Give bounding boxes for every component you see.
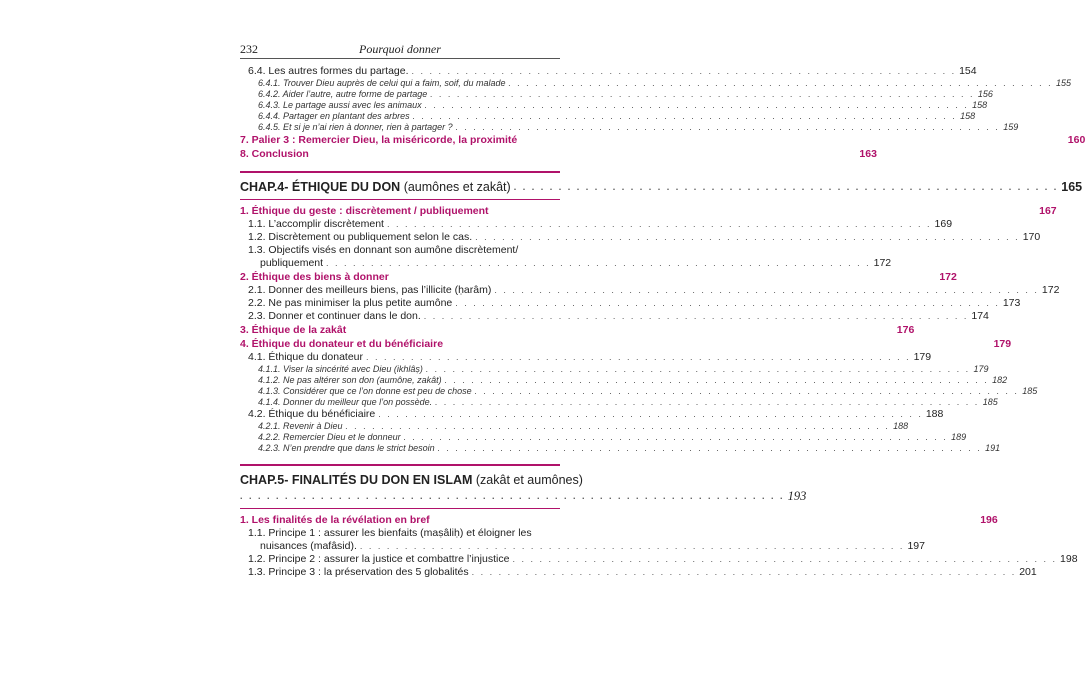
toc-entry[interactable] xyxy=(240,78,1072,89)
dot-leader xyxy=(494,284,1039,297)
toc-entry-page: 198 xyxy=(1060,553,1078,565)
toc-entry-label: 4.2. Éthique du bénéficiaire xyxy=(248,408,376,420)
toc-entry[interactable] xyxy=(240,310,989,323)
toc-entry[interactable] xyxy=(240,364,989,375)
toc-entry-page: 167 xyxy=(1039,205,1057,217)
toc-entry[interactable] xyxy=(240,218,953,231)
toc-entry-label-cont: publiquement xyxy=(260,257,324,269)
toc-section-heading[interactable] xyxy=(240,204,1057,218)
chapter-4-subtitle: (aumônes et zakât) xyxy=(400,180,511,194)
toc-entry-page: 155 xyxy=(1056,78,1072,88)
dot-leader xyxy=(413,111,958,122)
toc-entry-label: 2.2. Ne pas minimiser la plus petite aumône xyxy=(248,297,453,309)
toc-entry-label: 1.1. Principe 1 : assurer les bienfaits (maṣâliḥ) et éloigner les xyxy=(248,527,532,539)
toc-entry-label: 1.1. L’accomplir discrètement xyxy=(248,218,384,230)
toc-entry[interactable] xyxy=(240,432,967,443)
toc-entry-label: 4.2.2. Remercier Dieu et le donneur xyxy=(258,432,401,442)
dot-leader xyxy=(508,78,1053,89)
toc-entry-label: 4.2.1. Revenir à Dieu xyxy=(258,421,343,431)
dot-leader xyxy=(435,397,980,408)
toc-entry[interactable] xyxy=(240,553,1078,566)
toc-entry[interactable] xyxy=(240,443,1001,454)
toc-entry-page: 179 xyxy=(973,364,989,374)
toc-entry-page: 174 xyxy=(971,310,989,322)
chapter-5-page: 193 xyxy=(787,489,807,503)
toc-entry-label: 1. Éthique du geste : discrètement / publiquement xyxy=(240,205,489,217)
toc-entry-label: 8. Conclusion xyxy=(240,148,309,160)
page-number: 232 xyxy=(240,42,258,56)
toc-entry-page: 158 xyxy=(960,111,976,121)
dot-leader xyxy=(424,310,969,323)
toc-entry-page: 172 xyxy=(939,271,957,283)
toc-entry-page: 163 xyxy=(859,148,877,160)
toc-entry[interactable] xyxy=(240,297,1021,310)
toc-entry-page: 188 xyxy=(893,421,909,431)
book-page xyxy=(240,40,1085,579)
dot-leader xyxy=(360,540,905,553)
toc-entry-page: 188 xyxy=(925,408,944,420)
toc-section-heading[interactable] xyxy=(240,337,1012,351)
toc-entry-page: 179 xyxy=(993,338,1012,350)
toc-section-chap5 xyxy=(240,513,998,527)
dot-leader xyxy=(430,89,975,100)
dot-leader xyxy=(326,257,871,270)
toc-entry[interactable] xyxy=(240,386,1038,397)
dot-leader xyxy=(426,364,971,375)
dot-leader xyxy=(412,65,957,78)
toc-entry-page: 185 xyxy=(982,397,998,407)
dot-leader xyxy=(455,297,1000,310)
toc-entry-page: 176 xyxy=(896,324,915,336)
toc-entry-page: 170 xyxy=(1022,231,1041,243)
dot-leader xyxy=(387,218,932,231)
dot-leader xyxy=(240,488,785,504)
dot-leader xyxy=(512,553,1057,566)
dot-leader xyxy=(445,375,990,386)
toc-entry-label-cont: nuisances (mafâsid). xyxy=(260,540,357,552)
toc-entry-page: 189 xyxy=(951,432,967,442)
dot-leader xyxy=(378,408,923,421)
toc-entry-page: 182 xyxy=(992,375,1008,385)
dot-leader xyxy=(346,421,891,432)
toc-entry-page: 191 xyxy=(985,443,1001,453)
toc-entry[interactable] xyxy=(240,284,1060,297)
toc-entry-label: 4.1. Éthique du donateur xyxy=(248,351,364,363)
toc-entry-label: 6.4. Les autres formes du partage. xyxy=(248,65,409,77)
dot-leader xyxy=(404,432,949,443)
toc-section-heading[interactable] xyxy=(240,323,915,337)
toc-entry[interactable] xyxy=(240,122,1019,133)
toc-entry-page: 179 xyxy=(913,351,932,363)
toc-entry-page: 173 xyxy=(1002,297,1021,309)
toc-entry-label: 2.3. Donner et continuer dans le don. xyxy=(248,310,421,322)
toc-entry-page: 169 xyxy=(934,218,953,230)
dot-leader xyxy=(425,100,970,111)
chapter-4-entry[interactable] xyxy=(240,179,1083,195)
running-title: Pourquoi donner xyxy=(359,42,441,56)
toc-entry-page: 159 xyxy=(1003,122,1019,132)
toc-entry-label: 4.1.2. Ne pas altérer son don (aumône, zakât) xyxy=(258,375,442,385)
toc-section-heading[interactable] xyxy=(240,133,1085,147)
toc-entry-label: 1.2. Discrètement ou publiquement selon le cas. xyxy=(248,231,473,243)
toc-entry[interactable] xyxy=(240,408,944,421)
dot-leader xyxy=(475,386,1020,397)
toc-entry-label: 4.1.4. Donner du meilleur que l’on possède. xyxy=(258,397,433,407)
dot-leader xyxy=(366,351,911,364)
toc-entry-label: 6.4.3. Le partage aussi avec les animaux xyxy=(258,100,422,110)
toc-section-heading[interactable] xyxy=(240,147,877,161)
toc-section-heading[interactable] xyxy=(240,270,957,284)
toc-entry[interactable] xyxy=(240,100,988,111)
toc-section-heading[interactable] xyxy=(240,513,998,527)
toc-entry-label: 1. Les finalités de la révélation en bref xyxy=(240,514,430,526)
toc-entry-label: 4.2.3. N’en prendre que dans le strict besoin xyxy=(258,443,435,453)
toc-entry[interactable] xyxy=(240,397,998,408)
chapter-5-title: CHAP.5- FINALITÉS DU DON EN ISLAM xyxy=(240,473,473,487)
toc-entry-label: 6.4.5. Et si je n’ai rien à donner, rien à partager ? xyxy=(258,122,453,132)
toc-entry-principe-1[interactable] xyxy=(240,527,925,553)
dot-leader xyxy=(438,443,983,454)
toc-entry-label: 3. Éthique de la zakât xyxy=(240,324,347,336)
toc-entry[interactable] xyxy=(240,566,1037,579)
chapter-5-entry[interactable] xyxy=(240,472,807,504)
toc-entry-label: 4.1.3. Considérer que ce l’on donne est peu de chose xyxy=(258,386,472,396)
toc-section-chap5-b xyxy=(240,553,1078,579)
toc-entry-label: 6.4.1. Trouver Dieu auprès de celui qui a faim, soif, du malade xyxy=(258,78,506,88)
toc-entry-label: 4. Éthique du donateur et du bénéficiaire xyxy=(240,338,444,350)
toc-entry-label: 1.3. Objectifs visés en donnant son aumône discrètement/ xyxy=(248,244,519,256)
toc-entry-label: 6.4.2. Aider l’autre, autre forme de partage xyxy=(258,89,428,99)
toc-entry[interactable] xyxy=(240,351,932,364)
toc-entry[interactable] xyxy=(240,231,1041,244)
dot-leader xyxy=(514,179,1059,195)
toc-entry-label: 1.3. Principe 3 : la préservation des 5 globalités xyxy=(248,566,469,578)
toc-entry[interactable] xyxy=(240,375,1008,386)
chapter-4-page: 165 xyxy=(1061,180,1083,194)
chapter-4-title: CHAP.4- ÉTHIQUE DU DON xyxy=(240,180,401,194)
toc-entry-page: 197 xyxy=(907,540,925,552)
toc-entry-label: 1.2. Principe 2 : assurer la justice et combattre l’injustice xyxy=(248,553,510,565)
toc-entry-page: 172 xyxy=(1041,284,1060,296)
toc-entry[interactable] xyxy=(240,421,909,432)
toc-section-chap4-b xyxy=(240,270,1060,454)
toc-entry-1-3[interactable] xyxy=(240,244,892,270)
toc-entry-page: 154 xyxy=(959,65,977,77)
toc-entry-label: 4.1.1. Viser la sincérité avec Dieu (ikhlâṣ) xyxy=(258,364,423,374)
toc-entry-page: 160 xyxy=(1067,134,1085,146)
toc-entry-page: 156 xyxy=(977,89,993,99)
toc-entry[interactable] xyxy=(240,111,976,122)
toc-entry[interactable] xyxy=(240,65,977,78)
page-header xyxy=(240,40,560,58)
toc-section-chap3-tail xyxy=(240,65,1085,161)
toc-entry-page: 172 xyxy=(873,257,892,269)
chapter-5-subtitle: (zakât et aumônes) xyxy=(472,473,583,487)
toc-entry-page: 185 xyxy=(1022,386,1038,396)
dot-leader xyxy=(475,231,1020,244)
toc-entry-label: 2.1. Donner des meilleurs biens, pas l’illicite (ḥarâm) xyxy=(248,284,492,296)
toc-entry-label: 7. Palier 3 : Remercier Dieu, la miséricorde, la proximité xyxy=(240,134,518,146)
dot-leader xyxy=(456,122,1001,133)
toc-entry-page: 196 xyxy=(980,514,998,526)
toc-entry-label: 6.4.4. Partager en plantant des arbres xyxy=(258,111,410,121)
toc-entry-page: 158 xyxy=(972,100,988,110)
toc-section-chap4 xyxy=(240,204,1057,244)
dot-leader xyxy=(472,566,1017,579)
toc-entry-label: 2. Éthique des biens à donner xyxy=(240,271,389,283)
toc-entry[interactable] xyxy=(240,89,993,100)
toc-entry-page: 201 xyxy=(1019,566,1037,578)
